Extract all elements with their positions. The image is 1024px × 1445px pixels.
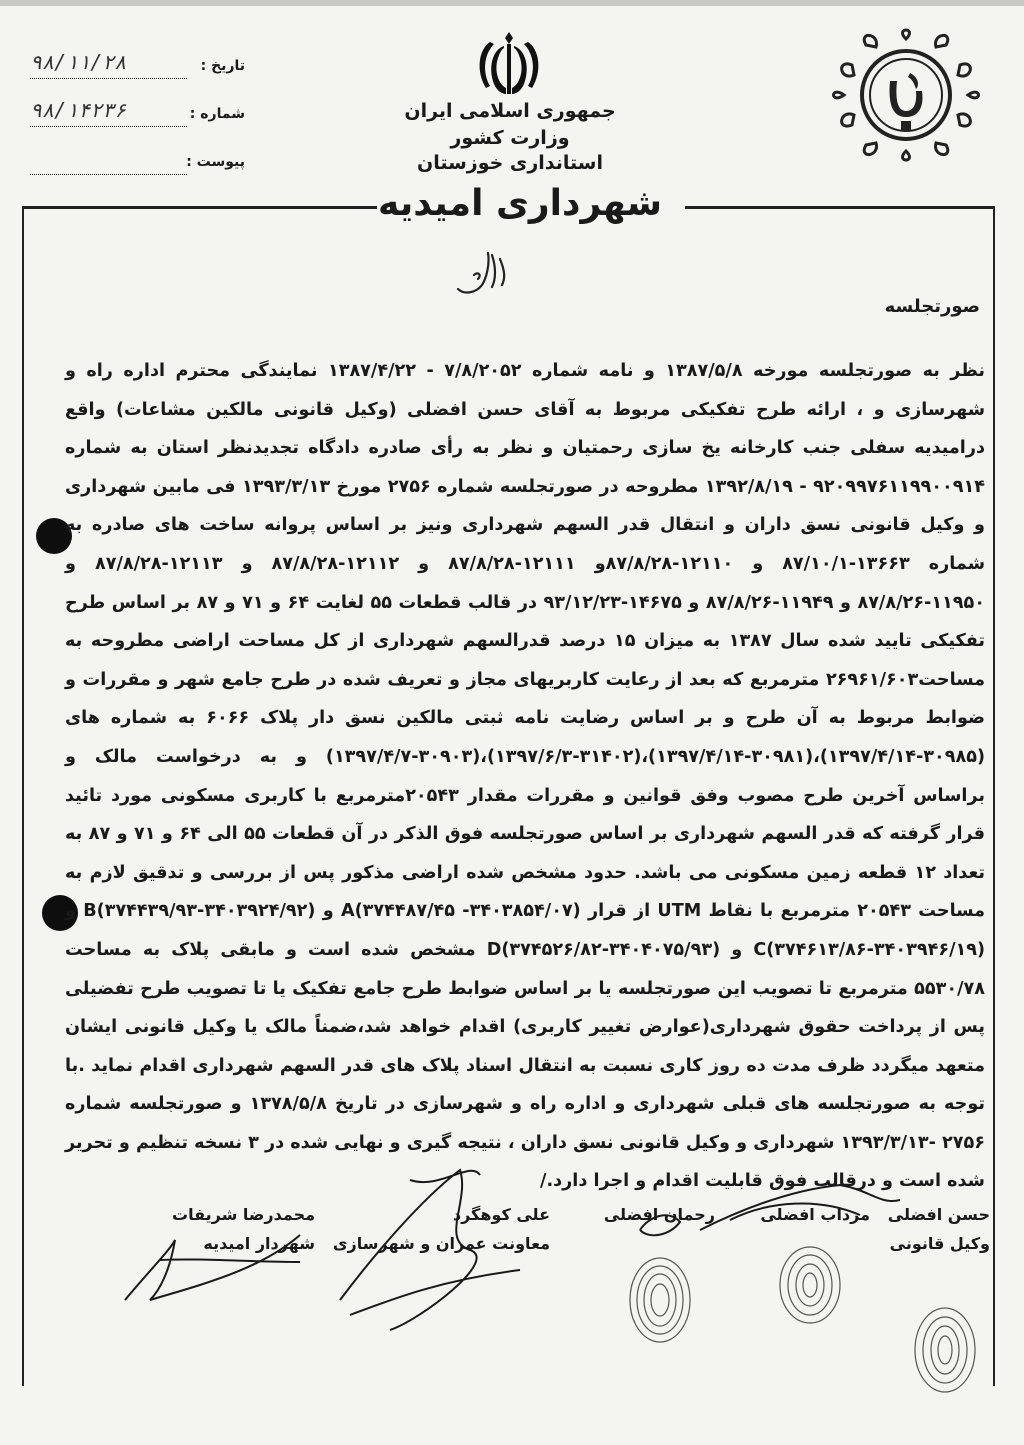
number-line [30, 126, 187, 127]
signatory-2 [760, 1205, 870, 1224]
attachment-label: پیوست : [186, 154, 245, 170]
signatory-2-name: مرداب افضلی [760, 1205, 870, 1224]
letter-meta [25, 48, 275, 192]
blessing-calligraphy [452, 245, 512, 300]
scan-edge [0, 0, 1024, 6]
signatories [70, 1205, 990, 1285]
date-label: تاریخ : [200, 58, 245, 74]
municipality-title: شهرداری امیدیه [377, 183, 663, 224]
header-line-ministry: وزارت کشور [450, 127, 570, 149]
signatory-5-role: شهردار امیدیه [203, 1234, 315, 1253]
national-emblem-icon [464, 28, 554, 100]
signatory-1 [888, 1205, 990, 1253]
signatory-5 [172, 1205, 315, 1253]
frame-right [993, 206, 995, 1386]
document-title: صورتجلسه [884, 296, 980, 317]
number-label: شماره : [189, 106, 245, 122]
signatory-3-name: رحمان افضلی [603, 1205, 715, 1224]
minutes-body: نظر به صورتجلسه مورخه ۱۳۸۷/۵/۸ و نامه شماره ۷/۸/۲۰۵۲ - ۱۳۸۷/۴/۲۲ نمایندگی محترم اداره راه و شهرسازی و ، ارائه طرح تفکیکی مربوط به آقای حسن افضلی (وکیل قانونی مالکین مشاعات) واقع درامیدیه سفلی جنب کارخانه یخ سازی رحمتیان و نظر به رأی صادره دادگاه تجدیدنظر استان به شماره ۹۲۰۹۹۷۶۱۱۹۹۰۰۹۱۴ - ۱۳۹۲/۸/۱۹ مطروحه در صورتجلسه شماره ۲۷۵۶ مورخ ۱۳۹۳/۳/۱۳ فی مابین شهرداری و وکیل قانونی نسق داران و انتقال قدر السهم شهرداری ونیز بر اساس پروانه ساخت های صادره به شماره ۱۳۶۶۳-۸۷/۱۰/۱ و ۱۲۱۱۰-۸۷/۸/۲۸و ۱۲۱۱۱-۸۷/۸/۲۸ و ۱۲۱۱۲-۸۷/۸/۲۸ و ۱۲۱۱۳-۸۷/۸/۲۸ و ۱۱۹۵۰-۸۷/۸/۲۶ و ۱۱۹۴۹-۸۷/۸/۲۶ و ۱۴۶۷۵-۹۳/۱۲/۲۳ در قالب قطعات ۵۵ لغایت ۶۴ و ۷۱ و ۸۷ بر اساس طرح تفکیکی تایید شده سال ۱۳۸۷ به میزان ۱۵ درصد قدرالسهم شهرداری از کل مساحت اراضی مطروحه به مساحت۲۶۹۶۱/۶۰۳ مترمربع که بعد از رعایت کاربریهای مجاز و تعریف شده در طرح جامع شهر و مقررات و ضوابط مربوط به آن طرح و بر اساس رضایت نامه ثبتی مالکین نسق دار پلاک ۶۰۶۶ به شماره های (۳۰۹۸۵-۱۳۹۷/۴/۱۴)،(۳۰۹۸۱-۱۳۹۷/۴/۱۴)،(۳۱۴۰۲-۱۳۹۷/۶/۳)،(۳۰۹۰۳-۱۳۹۷/۴/۷) و به درخواست مالک و براساس آخرین طرح مصوب وفق قوانین و مقررات مقدار ۲۰۵۴۳مترمربع با کاربری مسکونی مورد تائید قرار گرفته که قدر السهم شهرداری بر اساس صورتجلسه فوق الذکر در آن قطعات ۵۵ الی ۶۴ و ۷۱ و ۸۷ به تعداد ۱۲ قطعه زمین مسکونی می باشد. حدود مشخص شده اراضی مذکور پس از بررسی و تدقیق لازم به مساحت ۲۰۵۴۳ مترمربع با نقاط UTM از قرار A(۳۷۴۴۸۷/۴۵ -۳۴۰۳۸۵۴/۰۷) و B(۳۷۴۴۳۹/۹۳-۳۴۰۳۹۲۴/۹۲) و C(۳۷۴۶۱۳/۸۶-۳۴۰۳۹۴۶/۱۹) و D(۳۷۴۵۲۶/۸۲-۳۴۰۴۰۷۵/۹۳) مشخص شده است و مابقی پلاک به مساحت ۵۵۳۰/۷۸ مترمربع تا تصویب این صورتجلسه یا بر اساس ضوابط طرح جامع تفکیک یا تا تصویب طرح تفضیلی پس از پرداخت حقوق شهرداری(عوارض تغییر کاربری) اقدام خواهد شد،ضمناً مالک یا وکیل قانونی ایشان متعهد میگردد ظرف مدت ده روز کاری نسبت به انتقال اسناد پلاک های قدر السهم شهرداری اقدام نماید .با توجه به صورتجلسه های قبلی شهرداری و اداره راه و شهرسازی در تاریخ ۱۳۷۸/۵/۸ و صورتجلسه شماره ۲۷۵۶ -۱۳۹۳/۳/۱۳ شهرداری و وکیل قانونی نسق داران ، نتیجه گیری و نهایی شده در ۳ نسخه تنظیم و تحریر شده است و درقالب فوق قابلیت اقدام و اجرا دارد./ [65, 361, 986, 1192]
date-line [30, 78, 187, 79]
number-value: ۹۸/۱۴۲۳۶ [30, 98, 127, 122]
attachment-field [25, 144, 275, 192]
date-field [25, 48, 275, 96]
date-value: ۹۸/۱۱/۲۸ [30, 50, 127, 74]
signatory-1-name: حسن افضلی [887, 1205, 990, 1224]
signatory-4-name: علی کوهگرد [452, 1205, 550, 1224]
header-line-province: استانداری خوزستان [416, 152, 603, 174]
signatory-5-name: محمدرضا شریفات [172, 1205, 315, 1224]
signatory-3 [604, 1205, 715, 1224]
signatory-4-role: معاونت عمران و شهرسازی [332, 1234, 550, 1253]
number-field [25, 96, 275, 144]
signatory-1-role: وکیل قانونی [889, 1234, 990, 1253]
header-rule-left [22, 206, 377, 209]
header-line-country: جمهوری اسلامی ایران [404, 100, 616, 122]
header-rule-right [685, 206, 995, 209]
frame-left [22, 206, 24, 1386]
fingerprint-3 [915, 1308, 975, 1392]
signatory-4 [333, 1205, 550, 1253]
municipality-logo-icon [822, 25, 990, 165]
attachment-line [30, 174, 187, 175]
